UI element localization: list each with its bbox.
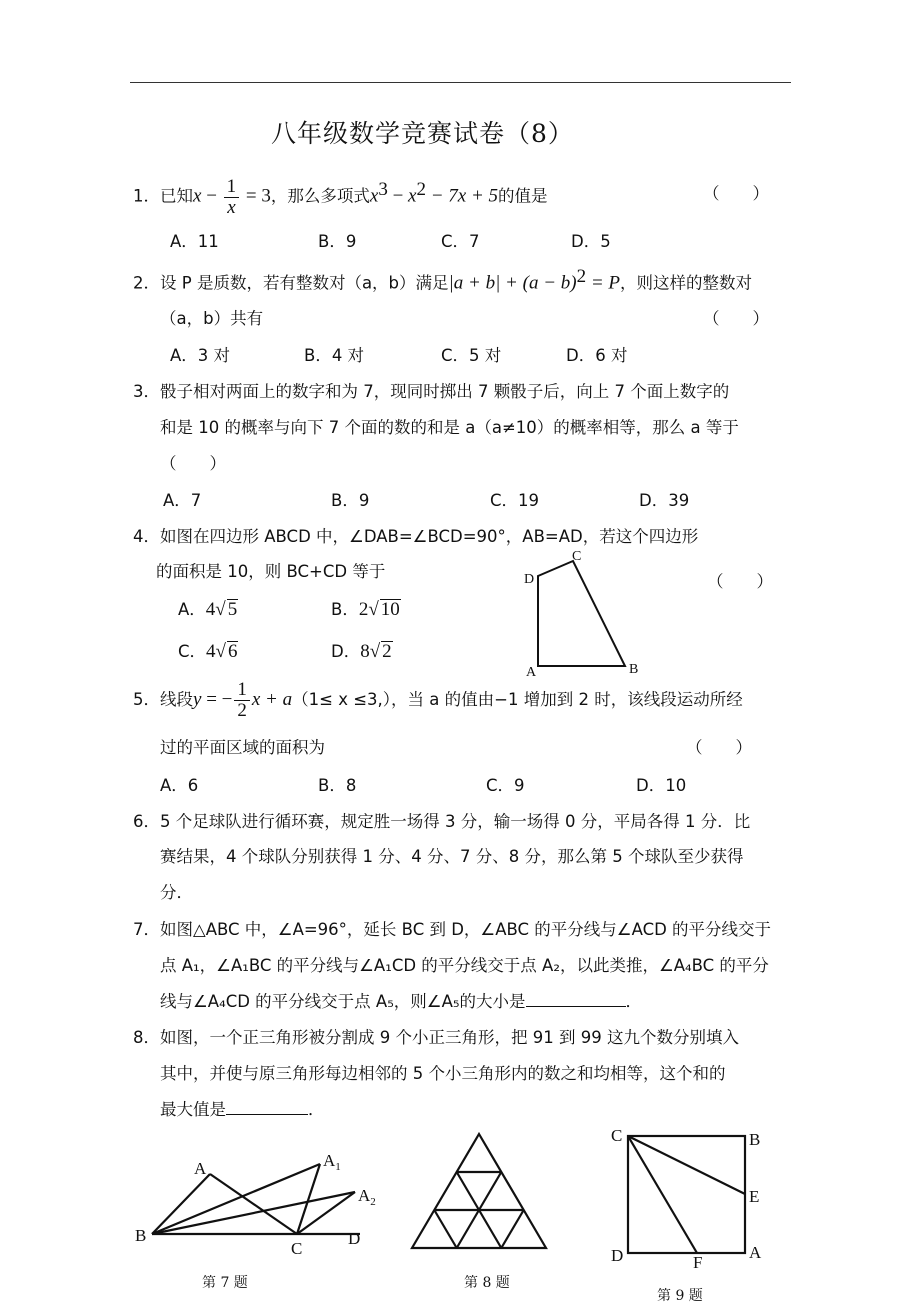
question-text: 已知	[160, 186, 193, 206]
question-2: 2．设 P 是质数，若有整数对（a，b）满足$|a + b| + (a - b)^2 = P$，则这样的整数对	[133, 266, 753, 294]
question-number: 3．	[133, 382, 160, 401]
figure-8-caption: 第 8 题	[464, 1275, 510, 1291]
question-5-line2: 过的平面区域的面积为	[160, 738, 325, 757]
sqrt-icon: √	[369, 641, 381, 662]
option-b: B．8	[318, 776, 357, 795]
quadrilateral-abcd	[538, 561, 625, 666]
question-number: 1．	[133, 186, 160, 206]
label-a2: $A_2$	[358, 1186, 376, 1208]
question-3-line2: 和是 10 的概率与向下 7 个面的数的和是 a（a≠10）的概率相等，那么 a 等于	[160, 418, 739, 437]
option-d: D．39	[639, 491, 690, 510]
option-c: C．7	[441, 232, 480, 251]
question-6-line2: 赛结果，4 个球队分别获得 1 分、4 分、7 分、8 分，那么第 5 个球队至少获得	[160, 847, 744, 866]
header-rule	[130, 82, 791, 83]
question-5: 5．线段y = − $\frac{1}{2}$ x + a（1≤ x ≤3,），当 a 的值由−1 增加到 2 时，该线段运动所经	[133, 679, 743, 721]
label-b: B	[629, 662, 639, 677]
label-a: A	[749, 1243, 762, 1262]
option-d: D．10	[636, 776, 687, 795]
label-a1: $A_1$	[323, 1151, 341, 1173]
fraction: $\frac{1}{x}$	[224, 177, 240, 218]
option-c: C．4√ 6	[178, 641, 238, 662]
option-b: B．9	[318, 232, 357, 251]
question-7-line2: 点 A₁，∠A₁BC 的平分线与∠A₁CD 的平分线交于点 A₂，以此类推，∠A₄BC 的平分	[160, 956, 769, 975]
option-b: B．9	[331, 491, 370, 510]
label-b: B	[749, 1130, 761, 1149]
label-e: E	[749, 1187, 760, 1206]
question-7: 7．如图△ABC 中，∠A=96°，延长 BC 到 D，∠ABC 的平分线与∠ACD 的平分线交于	[133, 920, 772, 939]
answer-parentheses: （ ）	[703, 309, 769, 328]
question-7-line3: 线与∠A₄CD 的平分线交于点 A₅，则∠A₅的大小是 ．	[160, 992, 643, 1011]
question-6-line3: 分．	[160, 883, 193, 902]
question-4: 4．如图在四边形 ABCD 中，∠DAB=∠BCD=90°，AB=AD，若这个四边形	[133, 527, 699, 546]
line-ba1	[152, 1164, 320, 1234]
question-number: 8．	[133, 1028, 160, 1047]
figure-8	[408, 1128, 553, 1254]
option-c: C．5 对	[441, 346, 502, 365]
answer-parentheses: （ ）	[160, 454, 226, 473]
question-8-line2: 其中，并使与原三角形每边相邻的 5 个小三角形内的数之和均相等，这个和的	[160, 1064, 726, 1083]
figure-9-caption: 第 9 题	[657, 1288, 703, 1304]
answer-parentheses: （ ）	[707, 572, 773, 591]
label-c: C	[291, 1239, 303, 1256]
option-a: A．11	[170, 232, 219, 251]
outer-triangle	[412, 1134, 546, 1248]
option-d: D．5	[571, 232, 611, 251]
question-8: 8．如图，一个正三角形被分割成 9 个小正三角形，把 91 到 99 这九个数分别填入	[133, 1028, 739, 1047]
quadrilateral-figure	[516, 546, 646, 680]
option-a: A．6	[160, 776, 199, 795]
figure-9	[604, 1120, 779, 1270]
answer-parentheses: （ ）	[703, 184, 769, 203]
option-b: B．2√ 10	[331, 599, 400, 620]
figure-7	[130, 1144, 390, 1256]
question-1: 1．已知x − $\frac{1}{x}$ = 3，那么多项式$x^3 - x^2 - 7x + 5$的值是	[133, 175, 548, 218]
question-number: 7．	[133, 920, 160, 939]
fraction: $\frac{1}{2}$	[234, 680, 250, 721]
question-2-line2: （a，b）共有	[160, 309, 264, 328]
question-8-line3: 最大值是 ．	[160, 1100, 325, 1119]
answer-blank	[526, 1006, 626, 1007]
label-d: D	[524, 572, 535, 587]
option-a: A．4√ 5	[178, 599, 238, 620]
label-d: D	[611, 1246, 624, 1265]
question-number: 5．	[133, 689, 160, 709]
label-f: F	[693, 1253, 703, 1270]
question-number: 6．	[133, 812, 160, 831]
label-a: A	[526, 665, 537, 680]
sqrt-icon: √	[215, 641, 226, 662]
question-4-line2: 的面积是 10，则 BC+CD 等于	[156, 562, 386, 581]
grid-line	[501, 1210, 523, 1248]
page-title: 八年级数学竞赛试卷（8）	[271, 119, 574, 148]
option-d: D．8√ 2	[331, 641, 392, 662]
line-ba	[152, 1174, 210, 1234]
question-6: 6．5 个足球队进行循环赛，规定胜一场得 3 分，输一场得 0 分，平局各得 1 分．比	[133, 812, 751, 831]
answer-parentheses: （ ）	[686, 738, 752, 757]
option-b: B．4 对	[304, 346, 365, 365]
label-a: A	[194, 1159, 207, 1178]
option-c: C．9	[486, 776, 525, 795]
label-c: C	[611, 1126, 623, 1145]
label-d: D	[348, 1229, 361, 1248]
sqrt-icon: √	[215, 599, 226, 620]
answer-blank	[226, 1114, 308, 1115]
question-number: 4．	[133, 527, 160, 546]
label-b: B	[135, 1226, 147, 1245]
figure-7-caption: 第 7 题	[202, 1275, 248, 1291]
grid-line	[434, 1210, 456, 1248]
option-a: A．3 对	[170, 346, 231, 365]
question-number: 2．	[133, 273, 160, 293]
sqrt-icon: √	[368, 599, 379, 620]
option-c: C．19	[490, 491, 540, 510]
question-3: 3．骰子相对两面上的数字和为 7，现同时掷出 7 颗骰子后，向上 7 个面上数字的	[133, 382, 730, 401]
option-d: D．6 对	[566, 346, 628, 365]
label-c: C	[572, 549, 582, 564]
option-a: A．7	[163, 491, 202, 510]
